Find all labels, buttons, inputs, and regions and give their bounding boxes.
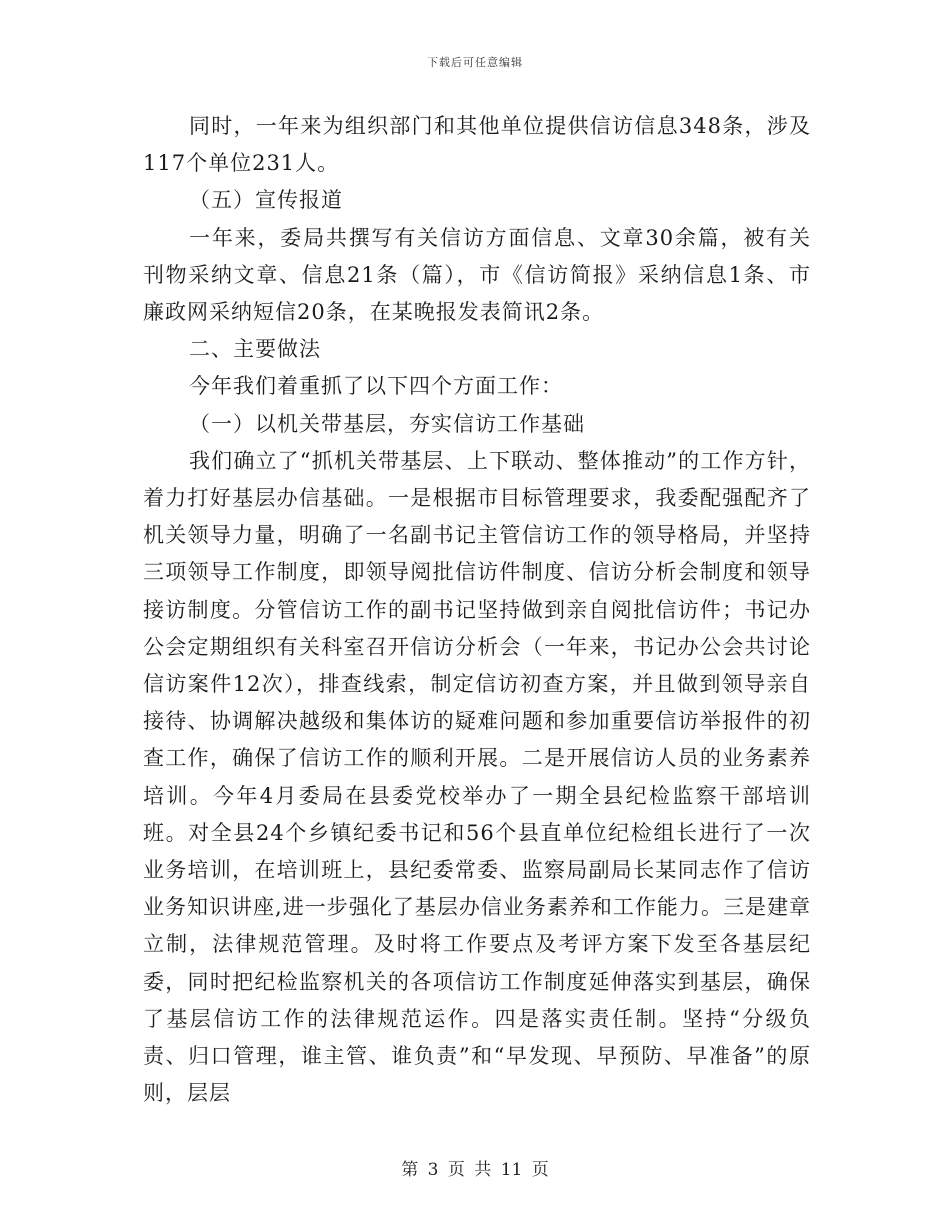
header-note: 下载后可任意编辑 [427,56,523,69]
document-body [143,108,811,1112]
section-heading: （五）宣传报道 [189,188,343,213]
section-heading: 二、主要做法 [189,337,321,362]
section-heading: （一）以机关带基层，夯实信访工作基础 [189,411,585,436]
paragraph: 我们确立了“抓机关带基层、上下联动、整体推动”的工作方针，着力打好基层办信基础。一是根据市目标管理要求，我委配强配齐了机关领导力量，明确了一名副书记主管信访工作的领导格局，并坚持三项领导工作制度，即领导阅批信访件制度、信访分析会制度和领导接访制度。分管信访工作的副书记坚持做到亲自阅批信访件；书记办公会定期组织有关科室召开信访分析会（一年来，书记办公会共讨论信访案件12次），排查线索，制定信访初查方案，并且做到领导亲自接待、协调解决越级和集体访的疑难问题和参加重要信访举报件的初查工作，确保了信访工作的顺利开展。二是开展信访人员的业务素养培训。今年4月委局在县委党校举办了一期全县纪检监察干部培训班。对全县24个乡镇纪委书记和56个县直单位纪检组长进行了一次业务培训，在培训班上，县纪委常委、监察局副局长某同志作了信访业务知识讲座,进一步强化了基层办信业务素养和工作能力。三是建章立制，法律规范管理。及时将工作要点及考评方案下发至各基层纪委，同时把纪检监察机关的各项信访工作制度延伸落实到基层，确保了基层信访工作的法律规范运作。四是落实责任制。坚持“分级负责、归口管理，谁主管、谁负责”和“早发现、早预防、早准备”的原则，层层 [143,448,811,1106]
page-number: 第 3 页 共 11 页 [401,1160,549,1180]
paragraph: 同时，一年来为组织部门和其他单位提供信访信息348条，涉及117个单位231人。 [143,114,811,176]
paragraph: 一年来，委局共撰写有关信访方面信息、文章30余篇，被有关刊物采纳文章、信息21条（篇），市《信访简报》采纳信息1条、市廉政网采纳短信20条，在某晚报发表简讯2条。 [143,225,811,325]
paragraph: 今年我们着重抓了以下四个方面工作： [189,374,563,399]
